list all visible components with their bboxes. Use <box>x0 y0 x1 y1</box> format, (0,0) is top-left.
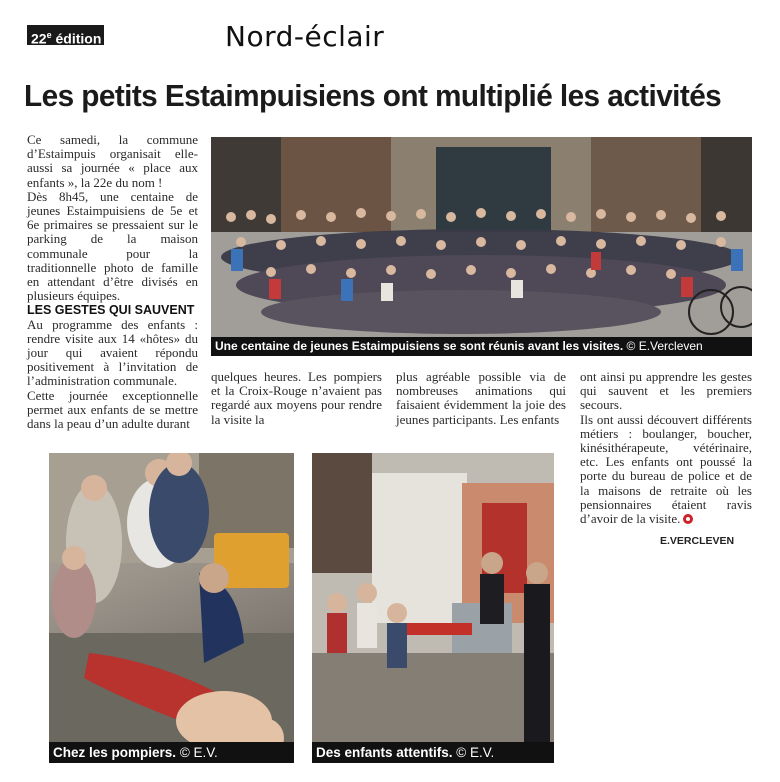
caption-text: Des enfants attentifs. <box>316 745 453 760</box>
article-column-3 <box>396 370 566 427</box>
paragraph-program: Au programme des enfants : rendre visite aux 14 «hôtes» du jour qui avaient répondu positivement à l’invitation de l’administration communale. <box>27 316 198 389</box>
paragraph-arrival: Dès 8h45, une centaine de jeunes Estaimpuisiens de 5e et 6e primaires se pressaient sur le parking de la maison communale pour la traditionnelle photo de famille en attendant d’être divisés en plusieurs équipes. <box>27 188 198 304</box>
article-column-4 <box>580 370 752 526</box>
edition-label: édition <box>55 30 102 47</box>
photo-caption-firefighters <box>49 742 294 763</box>
photo-credit: © E.V. <box>179 745 218 760</box>
paragraph-intro: Ce samedi, la commune d’Estaimpuis organisait elle-aussi sa journée « place aux enfants », la 22e du nom ! <box>27 132 198 190</box>
paragraph-col2: quelques heures. Les pompiers et la Croix-Rouge n’avaient pas regardé aux moyens pour rendre la visite la <box>211 369 382 427</box>
article-column-1 <box>27 133 198 431</box>
firefighters-photo-illustration <box>49 453 294 763</box>
headline: Les petits Estaimpuisiens ont multiplié les activités <box>24 78 722 113</box>
paragraph-col4-first: ont ainsi pu apprendre les gestes qui sauvent et les premiers secours. <box>580 369 752 413</box>
photo-firefighters <box>49 453 294 763</box>
caption-text: Chez les pompiers. <box>53 745 177 760</box>
attentive-children-photo-illustration <box>312 453 554 763</box>
paragraph-col4-second <box>580 413 752 527</box>
photo-caption-main <box>211 337 752 356</box>
article-column-2 <box>211 370 382 427</box>
edition-number: 22 <box>31 30 47 47</box>
photo-group-picture <box>211 137 752 356</box>
paragraph-col3: plus agréable possible via de nombreuses animations qui faisaient évidemment la joie des jeunes participants. Les enfants <box>396 369 566 427</box>
photo-credit: © E.V. <box>456 745 495 760</box>
author-byline: E.VERCLEVEN <box>660 535 735 547</box>
group-photo-illustration <box>211 137 752 356</box>
photo-credit: © E.Vercleven <box>626 339 703 353</box>
paragraph-experience: Cette journée exceptionnelle permet aux enfants de se mettre dans la peau d’un adulte durant <box>27 387 198 432</box>
photo-attentive-children <box>312 453 554 763</box>
paragraph-col4-text: Ils ont aussi découvert différents métiers : boulanger, boucher, kinésithérapeute, vétérinaire, etc. Les enfants ont poussé la porte du bureau de police et de la maisons de retraite où les pensionnaires étaient ravis d’avoir de la visite. <box>580 411 752 527</box>
photo-caption-attentive <box>312 742 554 763</box>
edition-suffix: e <box>46 30 52 40</box>
newspaper-masthead: Nord-éclair <box>225 20 385 53</box>
subheading: LES GESTES QUI SAUVENT <box>27 303 195 318</box>
end-of-article-icon <box>683 514 693 524</box>
edition-badge <box>27 25 104 45</box>
caption-text: Une centaine de jeunes Estaimpuisiens se sont réunis avant les visites. <box>215 339 624 353</box>
